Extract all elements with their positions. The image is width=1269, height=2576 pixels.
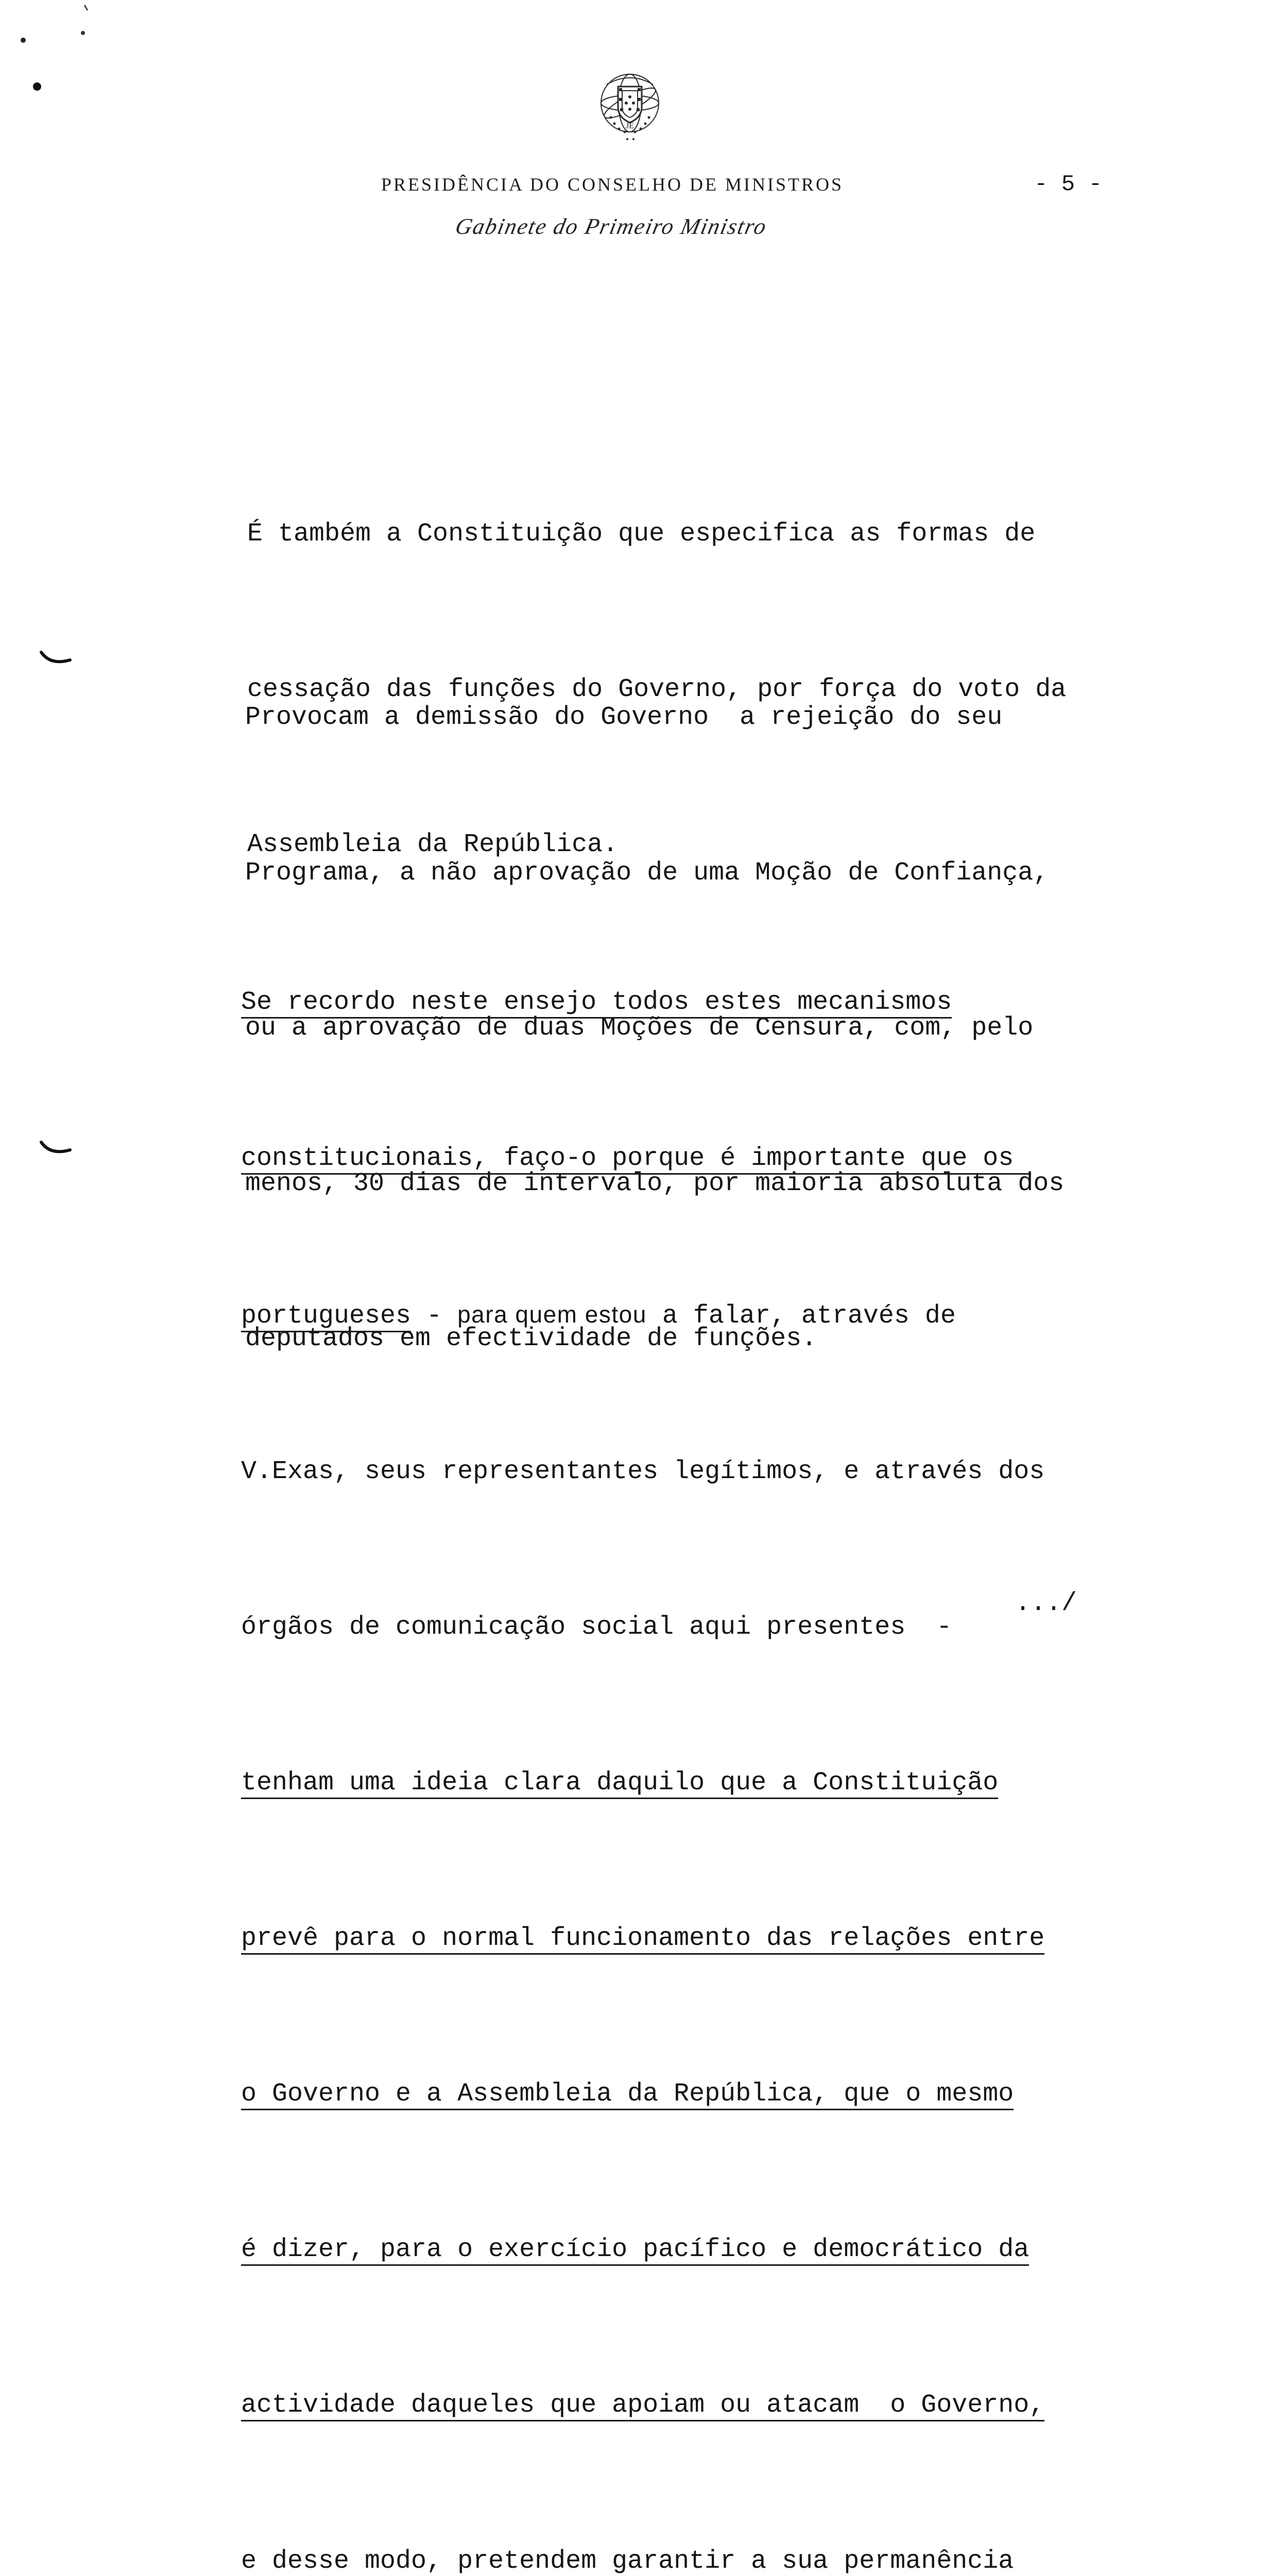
text-line: [241, 1602, 1044, 1654]
text-line: ou a aprovação de duas Moções de Censura, com, pelo: [245, 1003, 1064, 1055]
underlined-text: portugueses: [241, 1301, 411, 1332]
text-line: deputados em efectividade de funções.: [245, 1313, 1064, 1365]
continuation-marker: .../: [1015, 1578, 1077, 1630]
text-line: [241, 1133, 1044, 1185]
scan-speck: [84, 5, 88, 10]
underlined-text: o Governo e a Assembleia da República, que o mesmo: [241, 2079, 1014, 2110]
text-line: [241, 1289, 1044, 1343]
coat-of-arms-emblem: [586, 66, 674, 159]
underlined-text: actividade daqueles que apoiam ou atacam o Governo,: [241, 2391, 1044, 2421]
inserted-text: para quem estou: [457, 1301, 647, 1328]
text-line: [241, 1757, 1044, 1809]
scan-marks: [0, 0, 113, 1195]
scan-speck: [33, 82, 41, 91]
punch-mark: [41, 652, 70, 662]
text-line: [241, 1913, 1044, 1965]
underlined-text: prevê para o normal funcionamento das relações entre: [241, 1924, 1044, 1955]
underlined-text: constitucionais, faço-o porque é importante que os: [241, 1144, 1031, 1175]
text-line: [241, 2380, 1044, 2432]
page-number: - 5 -: [1034, 172, 1102, 197]
text-line: É também a Constituição que especifica as formas de: [247, 509, 1066, 561]
text-line: Assembleia da República.: [247, 819, 1066, 871]
text-segment: órgãos de comunicação social aqui presentes -: [241, 1613, 952, 1642]
punch-mark: [41, 1142, 70, 1151]
text-segment: V.Exas, seus representantes legítimos, e através dos: [241, 1457, 1044, 1486]
scan-speck: [81, 31, 85, 35]
institution-heading: PRESIDÊNCIA DO CONSELHO DE MINISTROS: [381, 172, 844, 197]
text-line: [241, 2536, 1044, 2576]
underlined-text: tenham uma ideia clara daquilo que a Constituição: [241, 1768, 998, 1799]
text-line: cessação das funções do Governo, por força do voto da: [247, 664, 1066, 716]
underlined-text: Se recordo neste ensejo todos estes mecanismos: [241, 988, 952, 1019]
text-line: Provocam a demissão do Governo a rejeição do seu: [245, 692, 1064, 744]
paragraph-3: [241, 873, 1044, 2576]
text-line: [241, 1446, 1044, 1498]
underlined-text: e desse modo, pretendem garantir a sua permanência: [241, 2547, 1014, 2576]
text-segment: -: [411, 1301, 457, 1331]
text-line: Programa, a não aprovação de uma Moção de Confiança,: [245, 848, 1064, 900]
text-line: menos, 30 dias de intervalo, por maioria absoluta dos: [245, 1158, 1064, 1210]
office-subheading: Gabinete do Primeiro Ministro: [453, 211, 770, 242]
underlined-text: é dizer, para o exercício pacífico e democrático da: [241, 2235, 1029, 2266]
text-line: [241, 2069, 1044, 2121]
scan-speck: [21, 38, 26, 43]
text-line: [241, 2224, 1044, 2276]
emblem-stamp-text: JE: [626, 122, 634, 130]
text-line: [241, 977, 1044, 1029]
text-segment: a falar, através de: [647, 1301, 956, 1331]
